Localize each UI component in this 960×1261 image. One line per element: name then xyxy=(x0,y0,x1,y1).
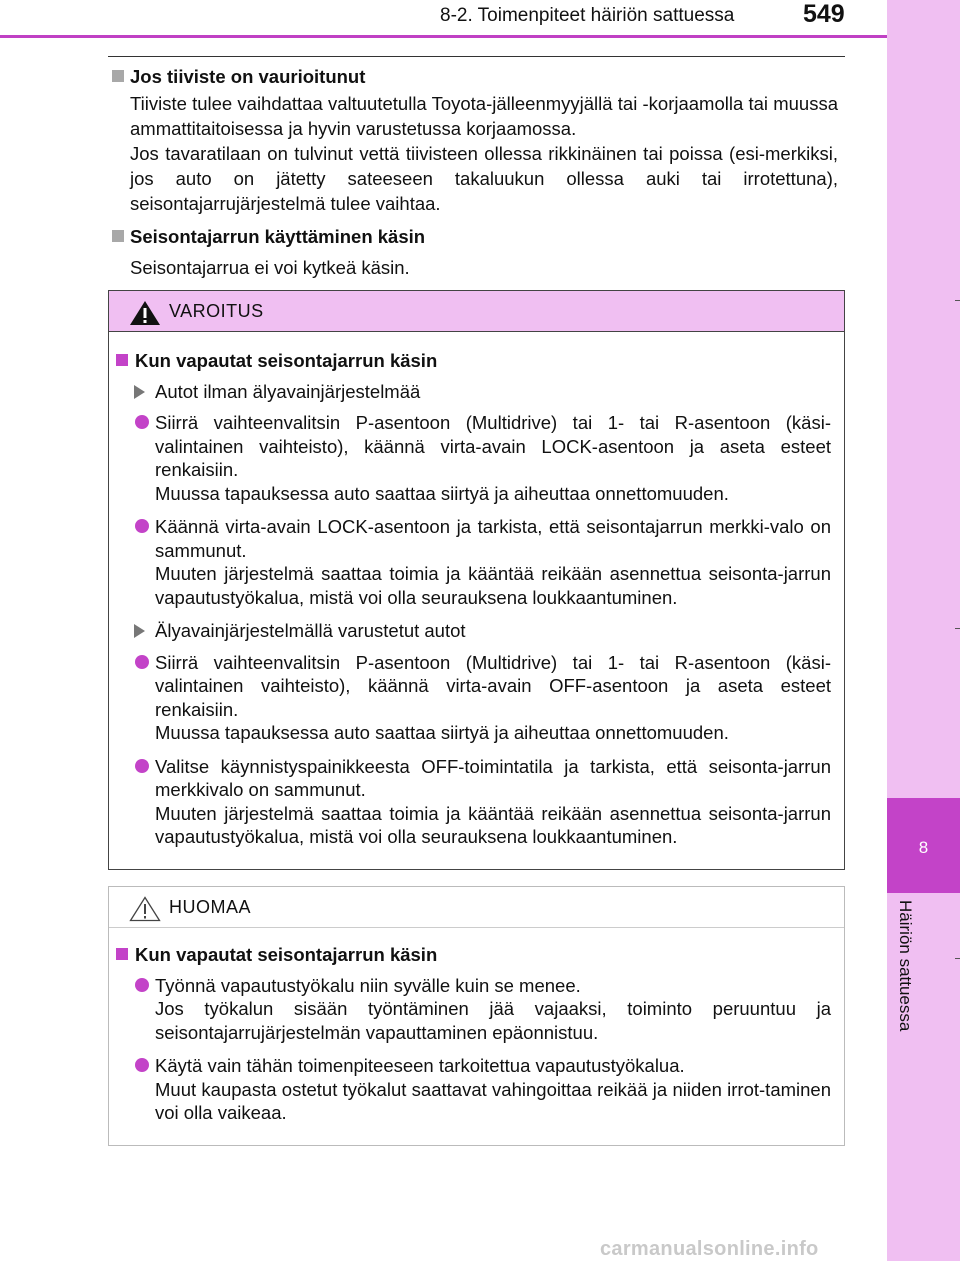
notice-heading xyxy=(109,943,831,967)
warning-box-header xyxy=(109,291,844,332)
subheading-text: Älyavainjärjestelmällä varustetut autot xyxy=(155,620,466,641)
notice-title: HUOMAA xyxy=(169,897,252,917)
arrow-right-icon xyxy=(134,385,145,399)
warning-triangle-icon xyxy=(129,300,161,326)
paragraph: Jos tavaratilaan on tulvinut vettä tiivisteen ollessa rikkinäinen tai poissa (esi-merkiksi, jos auto on jätetty sateeseen takaluukun ollessa auki tai irrotettuna), seisontajarrujärjestelmä tulee vaihtaa. xyxy=(130,143,838,214)
warning-body xyxy=(109,349,831,859)
subheading xyxy=(109,380,831,404)
content-top-rule xyxy=(108,56,845,57)
section-heading xyxy=(108,224,838,249)
page-number: 549 xyxy=(803,0,845,28)
subheading-text: Autot ilman älyavainjärjestelmää xyxy=(155,380,421,402)
square-bullet-icon xyxy=(112,70,124,82)
list-item xyxy=(109,974,831,1045)
header-rule xyxy=(0,35,887,38)
square-bullet-icon xyxy=(116,948,128,960)
crop-mark xyxy=(955,300,960,301)
notice-body xyxy=(109,943,831,1135)
subheading xyxy=(109,619,831,643)
list-item-text: Muut kaupasta ostetut työkalut saattavat vahingoittaa reikää ja niiden irrot-taminen voi olla vaikeaa. xyxy=(155,1078,831,1123)
section-heading xyxy=(108,64,838,89)
circle-bullet-icon xyxy=(135,759,149,773)
warning-title: VAROITUS xyxy=(169,301,264,321)
list-item-text: Valitse käynnistyspainikkeesta OFF-toimintatila ja tarkista, että seisonta-jarrun merkkivalo on sammunut. xyxy=(155,755,831,800)
list-item xyxy=(109,411,831,505)
watermark: carmanualsonline.info xyxy=(600,1238,819,1260)
list-item-text: Siirrä vaihteenvalitsin P-asentoon (Multidrive) tai 1- tai R-asentoon (käsi-valintainen vaihteisto), käännä virta-avain OFF-asentoon ja aseta esteet renkaisiin. xyxy=(155,651,831,720)
circle-bullet-icon xyxy=(135,1058,149,1072)
list-item-text: Jos työkalun sisään työntäminen jää vajaaksi, toiminto peruuntuu ja seisontajarrujärjestelmän vapauttaminen epäonnistuu. xyxy=(155,998,831,1043)
circle-bullet-icon xyxy=(135,655,149,669)
list-item-text: Käännä virta-avain LOCK-asentoon ja tarkista, että seisontajarrun merkki-valo on sammunut. xyxy=(155,516,831,561)
list-item-text: Työnnä vapautustyökalu niin syvälle kuin se menee. xyxy=(155,974,581,996)
circle-bullet-icon xyxy=(135,519,149,533)
section-title: 8-2. Toimenpiteet häiriön sattuessa xyxy=(440,5,735,26)
list-item xyxy=(109,755,831,849)
chapter-label-wrap xyxy=(895,900,915,1070)
circle-bullet-icon xyxy=(135,415,149,429)
section-heading-text: Seisontajarrun käyttäminen käsin xyxy=(130,226,426,247)
list-item xyxy=(109,651,831,745)
crop-mark xyxy=(955,628,960,629)
notice-box-header xyxy=(109,887,844,928)
list-item-text: Muussa tapauksessa auto saattaa siirtyä ja aiheuttaa onnettomuuden. xyxy=(155,482,729,504)
list-item-text: Muuten järjestelmä saattaa toimia ja kääntää reikään asennettua seisonta-jarrun vapautustyökalua, mistä voi olla seurauksena loukkaantuminen. xyxy=(155,802,831,847)
warning-heading-text: Kun vapautat seisontajarrun käsin xyxy=(135,350,438,371)
list-item-text: Muuten järjestelmä saattaa toimia ja kääntää reikään asennettua seisonta-jarrun vapautustyökalua, mistä voi olla seurauksena loukkaantuminen. xyxy=(155,563,831,608)
chapter-label: Häiriön sattuessa xyxy=(896,900,915,1032)
warning-box xyxy=(108,290,845,870)
section-heading-text: Jos tiiviste on vaurioitunut xyxy=(130,66,366,87)
main-content xyxy=(108,64,838,280)
chapter-side-strip xyxy=(887,0,960,1261)
square-bullet-icon xyxy=(112,230,124,242)
list-item-text: Muussa tapauksessa auto saattaa siirtyä ja aiheuttaa onnettomuuden. xyxy=(155,722,729,743)
notice-heading-text: Kun vapautat seisontajarrun käsin xyxy=(135,944,438,965)
list-item-text: Siirrä vaihteenvalitsin P-asentoon (Multidrive) tai 1- tai R-asentoon (käsi-valintainen vaihteisto), käännä virta-avain LOCK-asentoon ja aseta esteet renkaisiin. xyxy=(155,412,831,480)
paragraph: Tiiviste tulee vaihdattaa valtuutetulla Toyota-jälleenmyyjällä tai -korjaamolla tai muussa ammattitaitoisessa ja hyvin varustetussa korjaamossa. xyxy=(130,93,838,139)
list-item-text: Käytä vain tähän toimenpiteeseen tarkoitettua vapautustyökalua. xyxy=(155,1055,685,1076)
warning-heading xyxy=(109,349,831,373)
caution-triangle-icon xyxy=(129,896,161,922)
arrow-right-icon xyxy=(134,624,145,638)
notice-box xyxy=(108,886,845,1146)
circle-bullet-icon xyxy=(135,978,149,992)
list-item xyxy=(109,515,831,609)
paragraph: Seisontajarrua ei voi kytkeä käsin. xyxy=(130,257,410,278)
square-bullet-icon xyxy=(116,354,128,366)
crop-mark xyxy=(955,958,960,959)
list-item xyxy=(109,1054,831,1125)
page-header xyxy=(0,0,887,38)
chapter-number: 8 xyxy=(918,838,929,857)
